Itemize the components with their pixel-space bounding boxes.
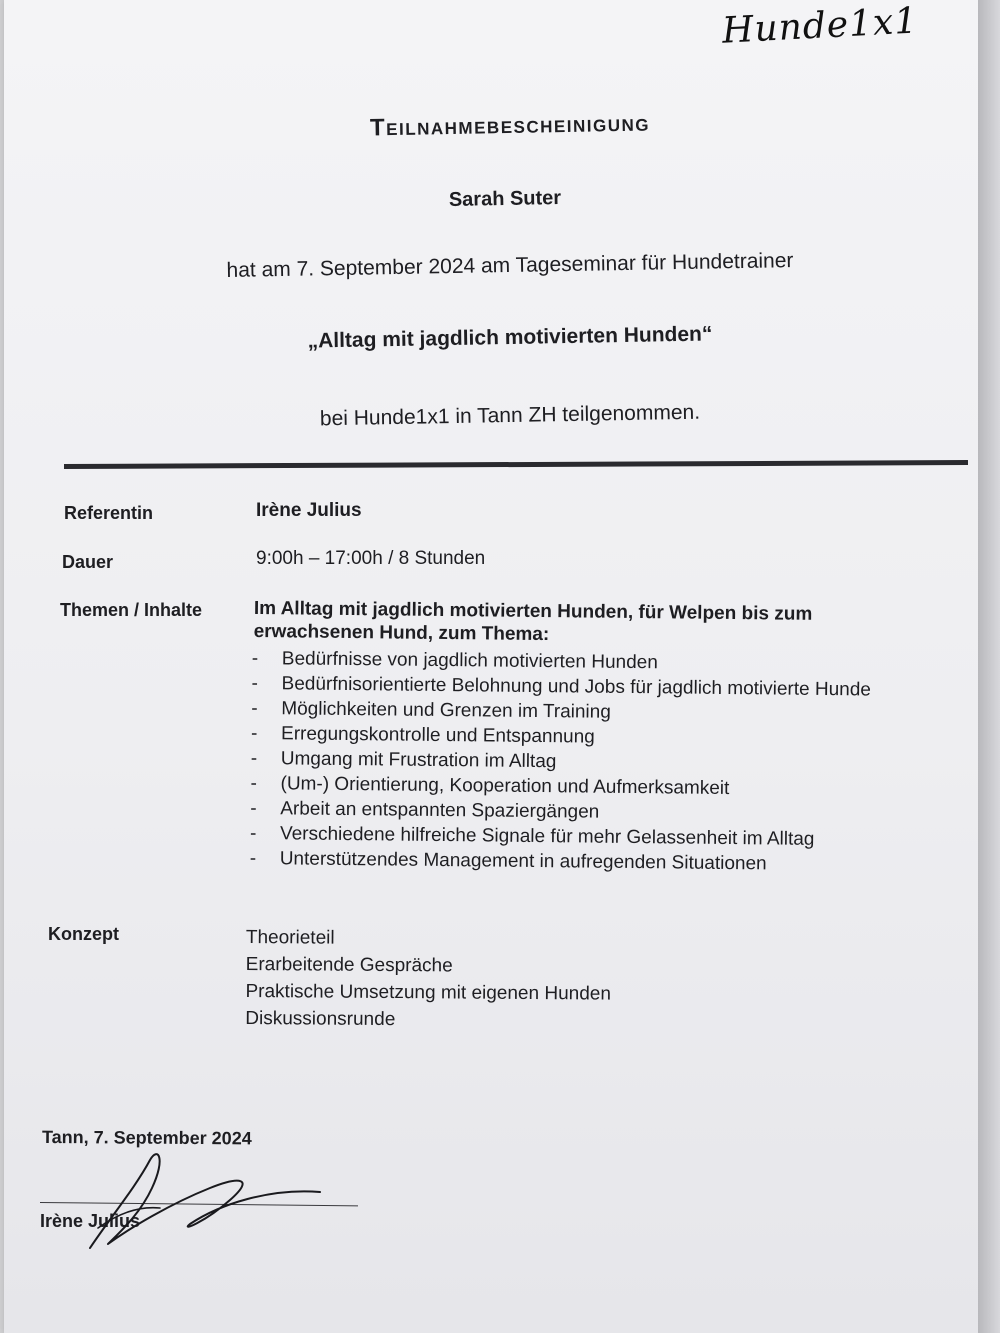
outro-line: bei Hunde1x1 in Tann ZH teilgenommen. bbox=[319, 400, 701, 431]
topic-item: - Unterstützendes Management in aufregenden Situationen bbox=[249, 847, 767, 875]
recipient-name: Sarah Suter bbox=[448, 187, 562, 211]
concept-label: Konzept bbox=[48, 924, 119, 944]
topic-item: - Bedürfnisse von jagdlich motivierten Hunden bbox=[251, 647, 658, 674]
topic-text: Bedürfnisse von jagdlich motivierten Hunden bbox=[281, 648, 658, 674]
topic-text: Erregungskontrolle und Entspannung bbox=[280, 723, 595, 748]
concept-item: Theorieteil bbox=[245, 926, 335, 949]
place-and-date: Tann, 7. September 2024 bbox=[41, 1126, 252, 1149]
seminar-title: „Alltag mit jagdlich motivierten Hunden“ bbox=[307, 322, 713, 353]
certificate-title: Teilnahmebescheinigung bbox=[369, 109, 651, 142]
handwritten-signature bbox=[80, 1148, 360, 1258]
speaker-label: Referentin bbox=[64, 503, 154, 523]
concept-list bbox=[245, 924, 766, 1036]
concept-item: Diskussionsrunde bbox=[245, 1007, 396, 1031]
topics-intro: Im Alltag mit jagdlich motivierten Hunden, für Welpen bis zum erwachsenen Hund, zum Thema: bbox=[253, 597, 813, 646]
topic-item: - Möglichkeiten und Grenzen im Training bbox=[251, 697, 611, 723]
duration-label: Dauer bbox=[62, 552, 114, 572]
signer-name: Irène Julius bbox=[40, 1211, 141, 1231]
topic-item: - Umgang mit Frustration im Alltag bbox=[250, 747, 557, 773]
topic-item: - (Um-) Orientierung, Kooperation und Aufmerksamkeit bbox=[250, 772, 730, 800]
topic-text: Bedürfnisorientierte Belohnung und Jobs für jagdlich motivierte Hunde bbox=[281, 673, 872, 701]
topic-item: - Bedürfnisorientierte Belohnung und Jobs für jagdlich motivierte Hunde bbox=[251, 672, 872, 701]
concept-item: Praktische Umsetzung mit eigenen Hunden bbox=[245, 980, 612, 1005]
topics-label: Themen / Inhalte bbox=[60, 600, 203, 620]
topics-list bbox=[250, 646, 932, 878]
topic-text: Arbeit an entspannten Spaziergängen bbox=[280, 798, 600, 823]
topic-text: Unterstützendes Management in aufregenden Situationen bbox=[279, 848, 767, 875]
speaker-value: Irène Julius bbox=[256, 500, 362, 521]
intro-line: hat am 7. September 2024 am Tageseminar für Hundetrainer bbox=[226, 249, 794, 282]
topic-text: Möglichkeiten und Grenzen im Training bbox=[281, 698, 611, 723]
topic-text: Verschiedene hilfreiche Signale für mehr Gelassenheit im Alltag bbox=[279, 823, 815, 850]
topic-item: - Arbeit an entspannten Spaziergängen bbox=[250, 797, 600, 823]
duration-value: 9:00h – 17:00h / 8 Stunden bbox=[256, 548, 486, 569]
background-edge bbox=[978, 0, 1000, 1333]
concept-item: Erarbeitende Gespräche bbox=[245, 953, 453, 977]
topic-item: - Verschiedene hilfreiche Signale für mehr Gelassenheit im Alltag bbox=[249, 822, 815, 850]
topic-text: (Um-) Orientierung, Kooperation und Aufmerksamkeit bbox=[280, 773, 730, 800]
handwritten-logo: Hunde1x1 bbox=[721, 0, 920, 52]
topic-text: Umgang mit Frustration im Alltag bbox=[280, 748, 557, 773]
topic-item: - Erregungskontrolle und Entspannung bbox=[250, 722, 595, 748]
